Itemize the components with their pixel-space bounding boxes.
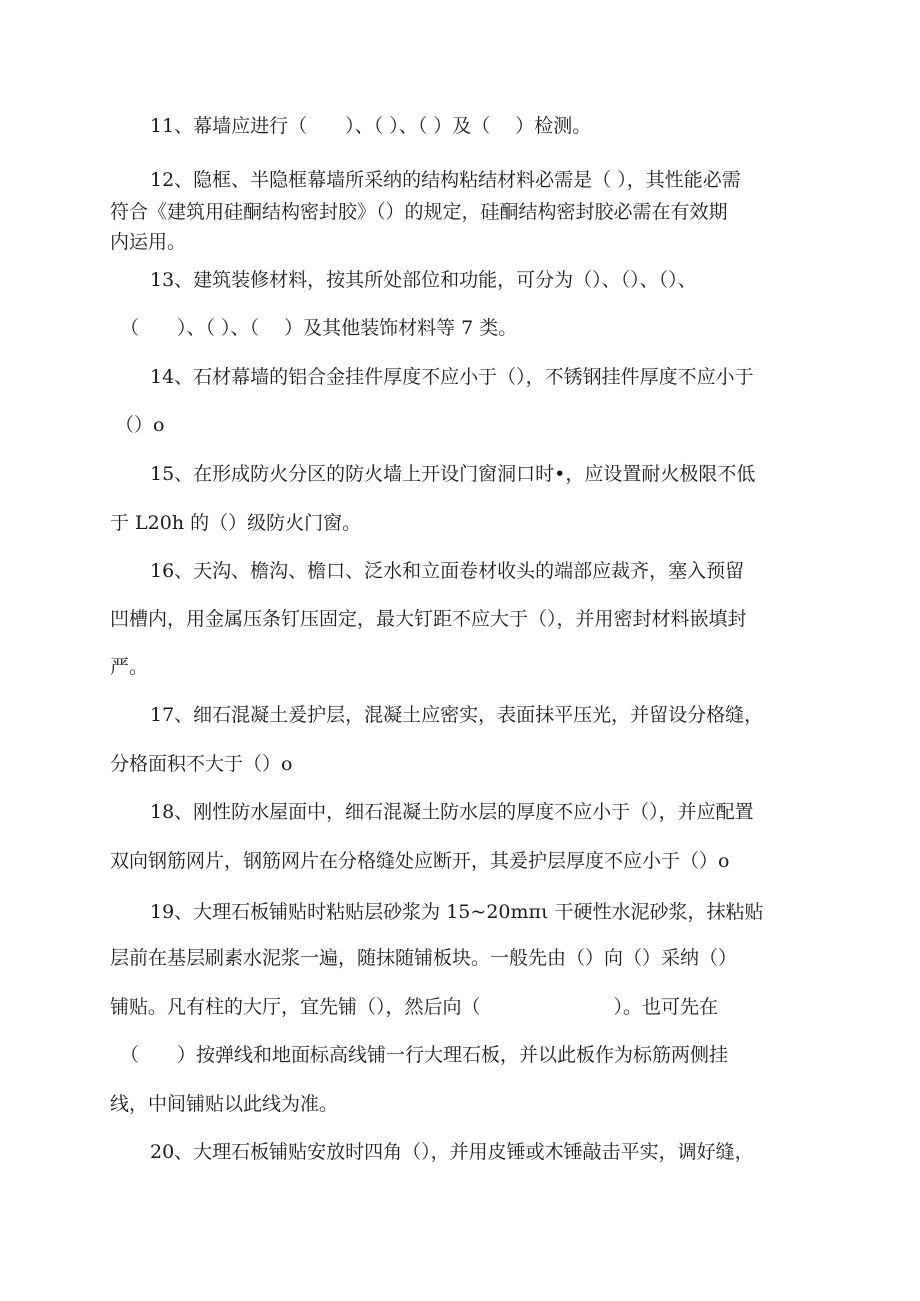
question-19-line-5: 线，中间铺贴以此线为准。 <box>110 1093 339 1115</box>
question-13-line-2: （ ）、（ ）、（ ）及其他装饰材料等 7 类。 <box>120 317 518 339</box>
question-16-line-2: 凹槽内，用金属压条钉压固定，最大钉距不应大于（），并用密封材料嵌填封 <box>110 608 747 630</box>
question-19-line: 19、大理石板铺贴时粘贴层砂浆为 15~20mπι 干硬性水泥砂浆，抹粘贴 <box>150 901 764 923</box>
question-14-line: 14、石材幕墙的铝合金挂件厚度不应小于（），不锈钢挂件厚度不应小于 <box>150 366 754 388</box>
question-17-line: 17、细石混凝土爰护层，混凝土应密实，表面抹平压光，并留设分格缝， <box>150 704 764 726</box>
question-16-line: 16、天沟、檐沟、檐口、泛水和立面卷材收头的端部应裁齐，塞入预留 <box>150 560 745 582</box>
question-11-line: 11、幕墙应进行（ ）、（ ）、（ ）及（ ）检测。 <box>150 115 592 137</box>
question-19-line-4: （ ）按弹线和地面标高线铺一行大理石板，并以此板作为标筋两侧挂 <box>120 1044 729 1066</box>
question-14-line-2: （）o <box>115 414 165 436</box>
question-12-line: 12、隐框、半隐框幕墙所采纳的结构粘结材料必需是（ ），其性能必需 <box>150 169 741 191</box>
question-18-line-2: 双向钢筋网片，钢筋网片在分格缝处应断开，其爰护层厚度不应小于（）o <box>110 850 730 872</box>
question-15-line: 15、在形成防火分区的防火墙上开设门窗洞口时•，应设置耐火极限不低 <box>150 463 756 485</box>
question-13-line: 13、建筑装修材料，按其所处部位和功能，可分为（）、（）、（）、 <box>150 269 697 291</box>
question-17-line-2: 分格面积不大于（）o <box>110 753 293 775</box>
question-20-line: 20、大理石板铺贴安放时四角（），并用皮锤或木锤敲击平实，调好缝， <box>150 1141 754 1163</box>
question-16-line-3: 严。 <box>110 656 149 678</box>
question-18-line: 18、刚性防水屋面中，细石混凝土防水层的厚度不应小于（），并应配置 <box>150 801 754 823</box>
question-19-line-3: 铺贴。凡有柱的大厅，宜先铺（），然后向（ ）。也可先在 <box>110 996 719 1018</box>
question-12-line-3: 内运用。 <box>110 231 187 253</box>
question-15-line-2: 于 L20h 的（）级防火门窗。 <box>110 512 362 534</box>
question-19-line-2: 层前在基层刷素水泥浆一遍，随抹随铺板块。一般先由（）向（）采纳（） <box>110 947 738 969</box>
question-12-line-2: 符合《建筑用硅酮结构密封胶》（）的规定，硅酮结构密封胶必需在有效期 <box>110 201 728 223</box>
